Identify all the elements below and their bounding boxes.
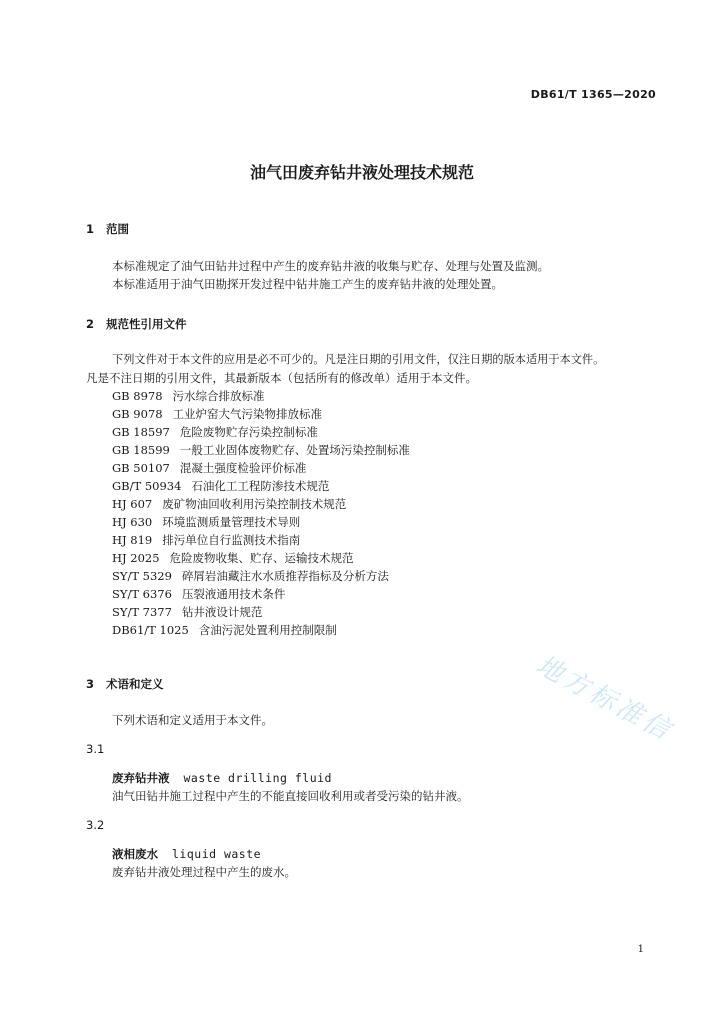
reference-name: 碎屑岩油藏注水水质推荐指标及分析方法: [181, 569, 389, 583]
reference-code: GB 50107: [112, 461, 170, 475]
term-chinese: 液相废水: [112, 847, 158, 861]
reference-item: [112, 459, 410, 477]
section-title: 范围: [106, 222, 129, 236]
paragraph: 本标准规定了油气田钻井过程中产生的废弃钻井液的收集与贮存、处理与处置及监测。: [112, 259, 549, 273]
reference-name: 废矿物油回收利用污染控制技术规范: [162, 497, 347, 511]
reference-name: 石油化工工程防渗技术规范: [191, 479, 330, 493]
reference-code: GB 18599: [112, 443, 170, 457]
reference-code: GB 18597: [112, 425, 170, 439]
reference-code: SY/T 5329: [112, 569, 172, 583]
section-number: 3: [86, 677, 95, 691]
paragraph: 下列文件对于本文件的应用是必不可少的。凡是注日期的引用文件，仅注日期的版本适用于本文件。: [112, 353, 605, 366]
reference-name: 一般工业固体废物贮存、处置场污染控制标准: [179, 443, 410, 457]
reference-name: 压裂液通用技术条件: [181, 587, 286, 601]
page-number: 1: [637, 944, 644, 955]
reference-item: [112, 513, 410, 531]
reference-item: [112, 405, 410, 423]
reference-item: [112, 603, 410, 621]
reference-item: [112, 477, 410, 495]
reference-item: [112, 621, 410, 639]
section-number: 2: [86, 317, 95, 331]
reference-item: [112, 585, 410, 603]
term-number: 3.2: [86, 818, 105, 832]
paragraph: 下列术语和定义适用于本文件。: [112, 713, 273, 727]
reference-code: SY/T 6376: [112, 587, 172, 601]
reference-code: HJ 2025: [112, 551, 160, 565]
watermark: 地方标准信: [531, 650, 678, 748]
reference-name: 含油污泥处置利用控制限制: [198, 623, 337, 637]
reference-name: 污水综合排放标准: [172, 389, 265, 403]
term-definition: 油气田钻井施工过程中产生的不能直接回收利用或者受污染的钻井液。: [112, 789, 469, 803]
section-number: 1: [86, 222, 95, 236]
reference-name: 排污单位自行监测技术指南: [162, 533, 301, 547]
reference-name: 危险废物贮存污染控制标准: [179, 425, 318, 439]
reference-code: GB 8978: [112, 389, 163, 403]
term-number: 3.1: [86, 742, 105, 756]
reference-name: 工业炉窑大气污染物排放标准: [172, 407, 323, 421]
reference-name: 混凝土强度检验评价标准: [179, 461, 307, 475]
term-heading: [112, 846, 261, 862]
reference-item: [112, 567, 410, 585]
term-english: liquid waste: [172, 847, 262, 861]
reference-item: [112, 423, 410, 441]
paragraph: 凡是不注日期的引用文件，其最新版本（包括所有的修改单）适用于本文件。: [86, 371, 477, 385]
reference-item: [112, 387, 410, 405]
reference-code: HJ 630: [112, 515, 153, 529]
term-english: waste drilling fluid: [183, 771, 332, 785]
term-chinese: 废弃钻井液: [112, 771, 170, 785]
normative-reference-list: [112, 387, 410, 639]
reference-code: GB 9078: [112, 407, 163, 421]
reference-item: [112, 531, 410, 549]
reference-item: [112, 549, 410, 567]
reference-name: 环境监测质量管理技术导则: [162, 515, 301, 529]
section-1-heading: [86, 221, 129, 237]
reference-code: HJ 607: [112, 497, 153, 511]
reference-item: [112, 495, 410, 513]
paragraph: 本标准适用于油气田勘探开发过程中钻井施工产生的废弃钻井液的处理处置。: [112, 277, 503, 291]
reference-code: GB/T 50934: [112, 479, 182, 493]
document-title: 油气田废弃钻井液处理技术规范: [249, 163, 474, 182]
section-title: 规范性引用文件: [106, 317, 187, 331]
document-code: DB61/T 1365—2020: [530, 88, 656, 101]
reference-code: DB61/T 1025: [112, 623, 189, 637]
reference-name: 危险废物收集、贮存、运输技术规范: [169, 551, 354, 565]
section-2-heading: [86, 316, 187, 332]
reference-item: [112, 441, 410, 459]
term-heading: [112, 770, 332, 786]
reference-code: HJ 819: [112, 533, 153, 547]
section-title: 术语和定义: [106, 677, 164, 691]
term-definition: 废弃钻井液处理过程中产生的废水。: [112, 865, 296, 879]
reference-name: 钻井液设计规范: [181, 605, 263, 619]
reference-code: SY/T 7377: [112, 605, 172, 619]
section-3-heading: [86, 676, 164, 692]
